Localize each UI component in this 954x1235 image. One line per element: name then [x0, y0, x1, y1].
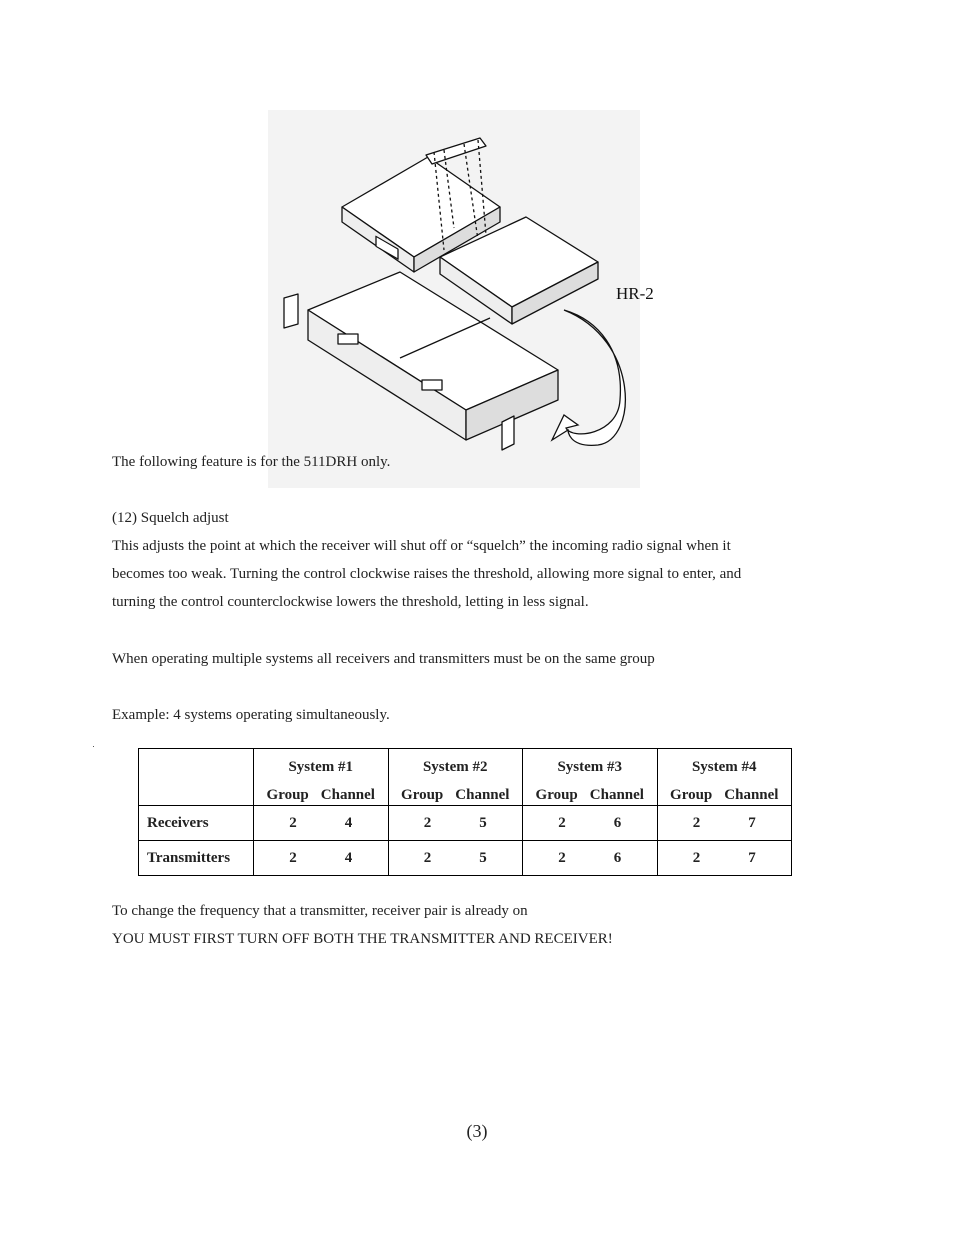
channel-label: Channel — [320, 787, 375, 803]
table-cell — [523, 841, 658, 876]
rack-mount-illustration — [268, 110, 640, 488]
table-cell — [657, 806, 792, 841]
channel-value: 5 — [479, 850, 487, 866]
channel-value: 7 — [748, 850, 756, 866]
systems-table — [138, 748, 792, 876]
group-value: 2 — [692, 815, 701, 831]
table-cell — [657, 841, 792, 876]
system-name: System #4 — [691, 759, 757, 775]
table-corner-cell — [139, 749, 254, 806]
squelch-description — [112, 532, 832, 616]
figure-label: HR-2 — [616, 284, 654, 303]
group-value: 2 — [558, 815, 566, 831]
squelch-heading: (12) Squelch adjust — [112, 510, 229, 526]
channel-value: 4 — [344, 850, 353, 866]
channel-label: Channel — [455, 787, 510, 803]
system-name: System #3 — [557, 759, 623, 775]
group-value: 2 — [423, 815, 432, 831]
squelch-line: becomes too weak. Turning the control clockwise raises the threshold, allowing more signal to enter, and — [112, 566, 742, 582]
group-label: Group — [535, 787, 578, 803]
group-value: 2 — [289, 815, 297, 831]
row-label-receivers: Receivers — [139, 806, 254, 841]
group-value: 2 — [692, 850, 701, 866]
channel-value: 7 — [748, 815, 756, 831]
group-label: Group — [670, 787, 713, 803]
stray-dot — [93, 746, 94, 747]
change-frequency-warning: YOU MUST FIRST TURN OFF BOTH THE TRANSMITTER AND RECEIVER! — [112, 931, 613, 947]
table-cell — [254, 841, 389, 876]
channel-label: Channel — [589, 787, 644, 803]
table-row — [139, 806, 792, 841]
group-label: Group — [266, 787, 309, 803]
squelch-line: turning the control counterclockwise lowers the threshold, letting in less signal. — [112, 594, 589, 610]
table-cell — [388, 841, 523, 876]
channel-value: 6 — [613, 850, 622, 866]
channel-label: Channel — [724, 787, 779, 803]
system-header — [388, 749, 523, 806]
multiple-systems-note: When operating multiple systems all receivers and transmitters must be on the same group — [112, 651, 655, 667]
group-value: 2 — [289, 850, 297, 866]
example-heading: Example: 4 systems operating simultaneously. — [112, 707, 390, 723]
group-value: 2 — [558, 850, 566, 866]
channel-value: 6 — [613, 815, 622, 831]
group-label: Group — [401, 787, 444, 803]
note-511drh: The following feature is for the 511DRH only. — [112, 454, 391, 470]
squelch-line: This adjusts the point at which the receiver will shut off or “squelch” the incoming radio signal when it — [112, 538, 731, 554]
page-number: (3) — [466, 1121, 488, 1141]
system-name: System #1 — [288, 759, 354, 775]
system-name: System #2 — [422, 759, 488, 775]
table-row — [139, 841, 792, 876]
system-header — [523, 749, 658, 806]
rack-mount-diagram — [268, 110, 640, 488]
channel-value: 5 — [479, 815, 487, 831]
system-header — [657, 749, 792, 806]
system-header — [254, 749, 389, 806]
table-cell — [523, 806, 658, 841]
channel-value: 4 — [344, 815, 353, 831]
change-frequency-note: To change the frequency that a transmitter, receiver pair is already on — [112, 903, 528, 919]
group-value: 2 — [423, 850, 432, 866]
table-cell — [388, 806, 523, 841]
table-cell — [254, 806, 389, 841]
row-label-transmitters: Transmitters — [139, 841, 254, 876]
table-header-row — [139, 749, 792, 806]
